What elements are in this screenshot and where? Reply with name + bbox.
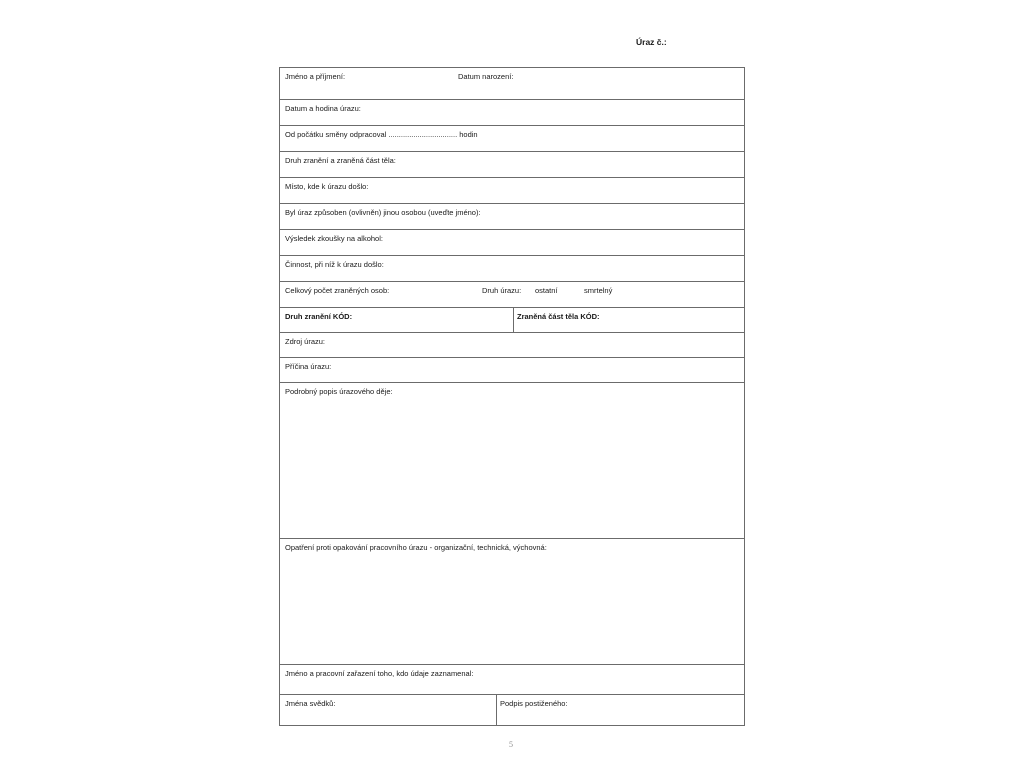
total-injured-row[interactable] [280,282,744,308]
source-label: Zdroj úrazu: [285,337,326,346]
injury-code-label: Druh zranění KÓD: [285,312,353,321]
caused-by-label: Byl úraz způsoben (ovlivněn) jinou osobou (uveďte jméno): [285,208,481,217]
recorded-by-row[interactable] [280,665,744,695]
activity-row[interactable] [280,256,744,282]
alcohol-test-row[interactable] [280,230,744,256]
witnesses-label: Jména svědků: [285,699,336,708]
victim-signature-label: Podpis postiženého: [500,699,568,708]
activity-label: Činnost, při níž k úrazu došlo: [285,260,384,269]
codes-divider [513,308,514,332]
accident-type-other-option[interactable]: ostatní [535,286,558,295]
page-number: 5 [509,740,513,749]
injury-type-row[interactable] [280,152,744,178]
place-label: Místo, kde k úrazu došlo: [285,182,369,191]
hours-worked-label: Od počátku směny odpracoval ................................. hodin [285,130,478,139]
accident-type-fatal-option[interactable]: smrtelný [584,286,613,295]
datetime-row[interactable] [280,100,744,126]
description-box[interactable] [280,383,744,539]
name-row[interactable] [280,68,744,100]
record-number-label: Úraz č.: [636,37,667,47]
body-part-code-label: Zraněná část těla KÓD: [517,312,600,321]
measures-label: Opatření proti opakování pracovního úrazu - organizační, technická, výchovná: [285,543,547,552]
total-injured-label: Celkový počet zraněných osob: [285,286,390,295]
signatures-row [280,695,744,725]
alcohol-test-label: Výsledek zkoušky na alkohol: [285,234,383,243]
description-label: Podrobný popis úrazového děje: [285,387,393,396]
name-label: Jméno a příjmení: [285,72,346,81]
datetime-label: Datum a hodina úrazu: [285,104,361,113]
accident-type-label: Druh úrazu: [482,286,522,295]
codes-row [280,308,744,333]
place-row[interactable] [280,178,744,204]
hours-worked-row[interactable] [280,126,744,152]
cause-row[interactable] [280,358,744,383]
birth-date-label: Datum narození: [458,72,514,81]
injury-record-form [279,67,745,726]
caused-by-row[interactable] [280,204,744,230]
cause-label: Příčina úrazu: [285,362,332,371]
signatures-divider [496,695,497,725]
recorded-by-label: Jméno a pracovní zařazení toho, kdo údaje zaznamenal: [285,669,474,678]
source-row[interactable] [280,333,744,358]
injury-type-label: Druh zranění a zraněná část těla: [285,156,396,165]
measures-box[interactable] [280,539,744,665]
